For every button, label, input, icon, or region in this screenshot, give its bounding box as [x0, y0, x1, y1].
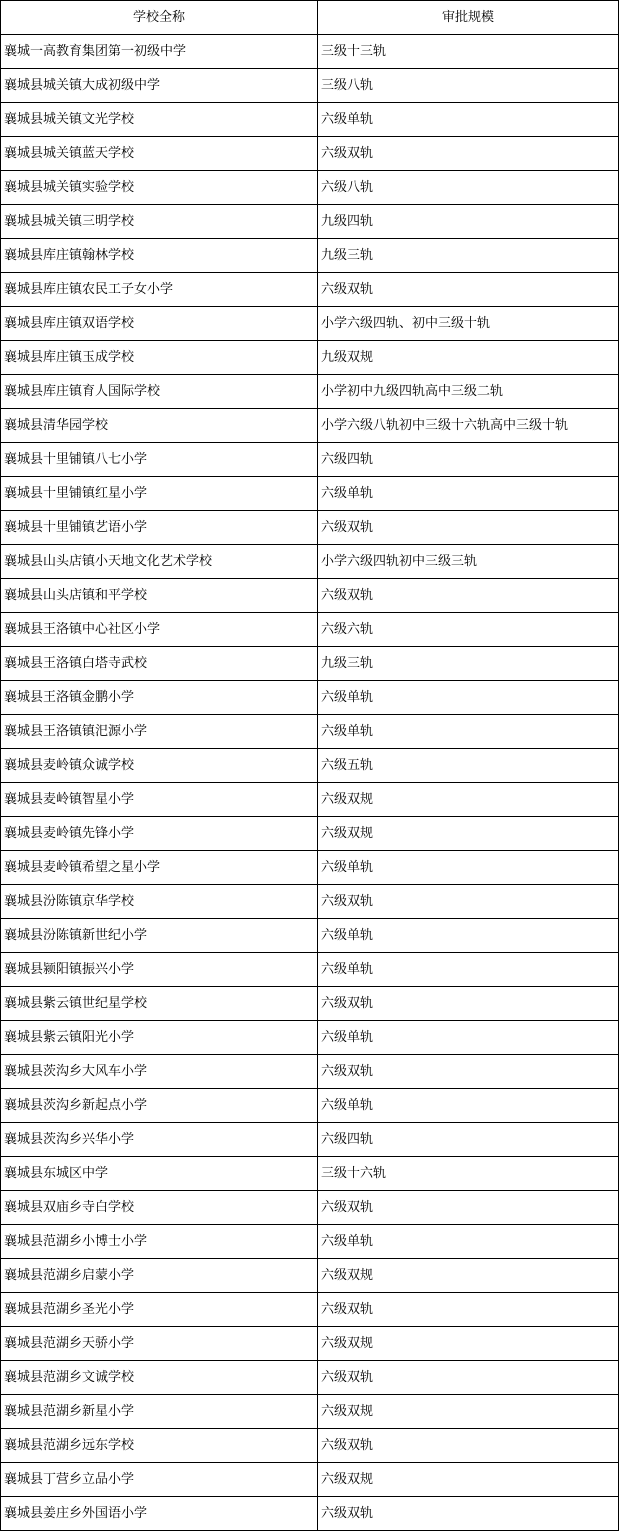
- table-header: [1, 1, 619, 35]
- table-row: [1, 749, 619, 783]
- approval-scale-cell: 六级六轨: [318, 613, 619, 647]
- table-row: [1, 1463, 619, 1497]
- table-row: [1, 341, 619, 375]
- table-row: [1, 919, 619, 953]
- table-row: [1, 613, 619, 647]
- table-row: [1, 1259, 619, 1293]
- approval-scale-cell: 六级单轨: [318, 953, 619, 987]
- table-row: [1, 273, 619, 307]
- approval-scale-cell: 六级八轨: [318, 171, 619, 205]
- school-name-cell: 襄城县茨沟乡新起点小学: [1, 1089, 318, 1123]
- school-name-cell: 襄城县麦岭镇希望之星小学: [1, 851, 318, 885]
- school-name-cell: 襄城县范湖乡文诚学校: [1, 1361, 318, 1395]
- school-name-cell: 襄城县城关镇实验学校: [1, 171, 318, 205]
- school-name-cell: 襄城县城关镇三明学校: [1, 205, 318, 239]
- school-name-cell: 襄城县王洛镇白塔寺武校: [1, 647, 318, 681]
- table-row: [1, 205, 619, 239]
- approval-scale-cell: 六级双规: [318, 1395, 619, 1429]
- school-name-cell: 襄城县范湖乡启蒙小学: [1, 1259, 318, 1293]
- table-row: [1, 171, 619, 205]
- school-name-cell: 襄城县丁营乡立品小学: [1, 1463, 318, 1497]
- table-row: [1, 1497, 619, 1531]
- table-row: [1, 579, 619, 613]
- approval-scale-cell: 六级双规: [318, 1327, 619, 1361]
- table-row: [1, 1123, 619, 1157]
- table-row: [1, 477, 619, 511]
- approval-scale-cell: 六级四轨: [318, 1123, 619, 1157]
- school-name-cell: 襄城县王洛镇中心社区小学: [1, 613, 318, 647]
- approval-scale-cell: 三级八轨: [318, 69, 619, 103]
- approval-scale-header: 审批规模: [318, 1, 619, 35]
- approval-scale-cell: 六级双规: [318, 783, 619, 817]
- school-name-cell: 襄城县十里铺镇八七小学: [1, 443, 318, 477]
- approval-scale-cell: 小学六级四轨、初中三级十轨: [318, 307, 619, 341]
- table-row: [1, 409, 619, 443]
- approval-scale-cell: 六级单轨: [318, 1089, 619, 1123]
- table-row: [1, 1191, 619, 1225]
- table-body: [1, 35, 619, 1531]
- approval-scale-cell: 六级双轨: [318, 1191, 619, 1225]
- table-row: [1, 715, 619, 749]
- approval-scale-cell: 小学六级八轨初中三级十六轨高中三级十轨: [318, 409, 619, 443]
- approval-scale-cell: 六级双轨: [318, 1429, 619, 1463]
- table-row: [1, 103, 619, 137]
- table-row: [1, 443, 619, 477]
- school-name-cell: 襄城县范湖乡小博士小学: [1, 1225, 318, 1259]
- approval-scale-cell: 六级双轨: [318, 1055, 619, 1089]
- school-name-header: 学校全称: [1, 1, 318, 35]
- table-row: [1, 817, 619, 851]
- approval-scale-cell: 六级单轨: [318, 681, 619, 715]
- school-name-cell: 襄城县库庄镇农民工子女小学: [1, 273, 318, 307]
- approval-scale-cell: 六级五轨: [318, 749, 619, 783]
- approval-scale-cell: 九级三轨: [318, 647, 619, 681]
- school-name-cell: 襄城县城关镇文光学校: [1, 103, 318, 137]
- table-row: [1, 1395, 619, 1429]
- school-name-cell: 襄城县茨沟乡大风车小学: [1, 1055, 318, 1089]
- school-name-cell: 襄城县麦岭镇先锋小学: [1, 817, 318, 851]
- approval-scale-cell: 六级双规: [318, 817, 619, 851]
- table-row: [1, 1327, 619, 1361]
- table-row: [1, 1429, 619, 1463]
- school-name-cell: 襄城县库庄镇双语学校: [1, 307, 318, 341]
- approval-scale-cell: 九级双规: [318, 341, 619, 375]
- school-name-cell: 襄城县库庄镇翰林学校: [1, 239, 318, 273]
- approval-scale-cell: 六级单轨: [318, 1225, 619, 1259]
- school-name-cell: 襄城县麦岭镇智星小学: [1, 783, 318, 817]
- approval-scale-cell: 六级双轨: [318, 579, 619, 613]
- approval-scale-cell: 六级单轨: [318, 477, 619, 511]
- approval-scale-cell: 六级双规: [318, 1463, 619, 1497]
- school-name-cell: 襄城县十里铺镇艺语小学: [1, 511, 318, 545]
- school-name-cell: 襄城县库庄镇玉成学校: [1, 341, 318, 375]
- school-name-cell: 襄城县山头店镇和平学校: [1, 579, 318, 613]
- table-row: [1, 953, 619, 987]
- school-name-cell: 襄城县茨沟乡兴华小学: [1, 1123, 318, 1157]
- school-name-cell: 襄城县王洛镇金鹏小学: [1, 681, 318, 715]
- school-name-cell: 襄城一高教育集团第一初级中学: [1, 35, 318, 69]
- school-name-cell: 襄城县姜庄乡外国语小学: [1, 1497, 318, 1531]
- approval-scale-cell: 小学六级四轨初中三级三轨: [318, 545, 619, 579]
- school-name-cell: 襄城县清华园学校: [1, 409, 318, 443]
- approval-scale-cell: 六级双轨: [318, 1361, 619, 1395]
- approval-scale-cell: 小学初中九级四轨高中三级二轨: [318, 375, 619, 409]
- approval-scale-cell: 六级双轨: [318, 885, 619, 919]
- approval-scale-cell: 六级四轨: [318, 443, 619, 477]
- approval-scale-cell: 六级双轨: [318, 1293, 619, 1327]
- table-row: [1, 69, 619, 103]
- approval-scale-cell: 六级单轨: [318, 919, 619, 953]
- approval-scale-cell: 六级双轨: [318, 1497, 619, 1531]
- header-row: [1, 1, 619, 35]
- school-name-cell: 襄城县麦岭镇众诚学校: [1, 749, 318, 783]
- approval-scale-cell: 九级四轨: [318, 205, 619, 239]
- school-name-cell: 襄城县紫云镇阳光小学: [1, 1021, 318, 1055]
- table-row: [1, 35, 619, 69]
- school-name-cell: 襄城县紫云镇世纪星学校: [1, 987, 318, 1021]
- school-name-cell: 襄城县范湖乡新星小学: [1, 1395, 318, 1429]
- table-row: [1, 885, 619, 919]
- school-name-cell: 襄城县范湖乡圣光小学: [1, 1293, 318, 1327]
- approval-scale-cell: 三级十三轨: [318, 35, 619, 69]
- table-row: [1, 239, 619, 273]
- table-row: [1, 1225, 619, 1259]
- table-row: [1, 1293, 619, 1327]
- school-name-cell: 襄城县王洛镇镇汜源小学: [1, 715, 318, 749]
- school-name-cell: 襄城县十里铺镇红星小学: [1, 477, 318, 511]
- approval-scale-cell: 六级单轨: [318, 103, 619, 137]
- approval-scale-cell: 三级十六轨: [318, 1157, 619, 1191]
- approval-scale-cell: 六级单轨: [318, 851, 619, 885]
- school-name-cell: 襄城县汾陈镇新世纪小学: [1, 919, 318, 953]
- school-name-cell: 襄城县汾陈镇京华学校: [1, 885, 318, 919]
- school-name-cell: 襄城县城关镇大成初级中学: [1, 69, 318, 103]
- school-name-cell: 襄城县山头店镇小天地文化艺术学校: [1, 545, 318, 579]
- school-name-cell: 襄城县范湖乡远东学校: [1, 1429, 318, 1463]
- school-name-cell: 襄城县库庄镇育人国际学校: [1, 375, 318, 409]
- table-row: [1, 375, 619, 409]
- table-row: [1, 1157, 619, 1191]
- approval-scale-cell: 六级单轨: [318, 715, 619, 749]
- table-row: [1, 1055, 619, 1089]
- table-row: [1, 681, 619, 715]
- table-row: [1, 1089, 619, 1123]
- table-row: [1, 1361, 619, 1395]
- approval-scale-cell: 六级双轨: [318, 511, 619, 545]
- table-row: [1, 137, 619, 171]
- table-row: [1, 511, 619, 545]
- approval-scale-cell: 九级三轨: [318, 239, 619, 273]
- table-row: [1, 545, 619, 579]
- table-row: [1, 783, 619, 817]
- table-row: [1, 647, 619, 681]
- approval-scale-cell: 六级单轨: [318, 1021, 619, 1055]
- approval-scale-cell: 六级双规: [318, 1259, 619, 1293]
- approval-scale-cell: 六级双轨: [318, 987, 619, 1021]
- school-name-cell: 襄城县东城区中学: [1, 1157, 318, 1191]
- school-name-cell: 襄城县颍阳镇振兴小学: [1, 953, 318, 987]
- table-row: [1, 987, 619, 1021]
- school-name-cell: 襄城县双庙乡寺白学校: [1, 1191, 318, 1225]
- approval-scale-cell: 六级双轨: [318, 137, 619, 171]
- school-name-cell: 襄城县城关镇蓝天学校: [1, 137, 318, 171]
- table-row: [1, 1021, 619, 1055]
- approval-scale-cell: 六级双轨: [318, 273, 619, 307]
- table-row: [1, 307, 619, 341]
- table-row: [1, 851, 619, 885]
- school-name-cell: 襄城县范湖乡天骄小学: [1, 1327, 318, 1361]
